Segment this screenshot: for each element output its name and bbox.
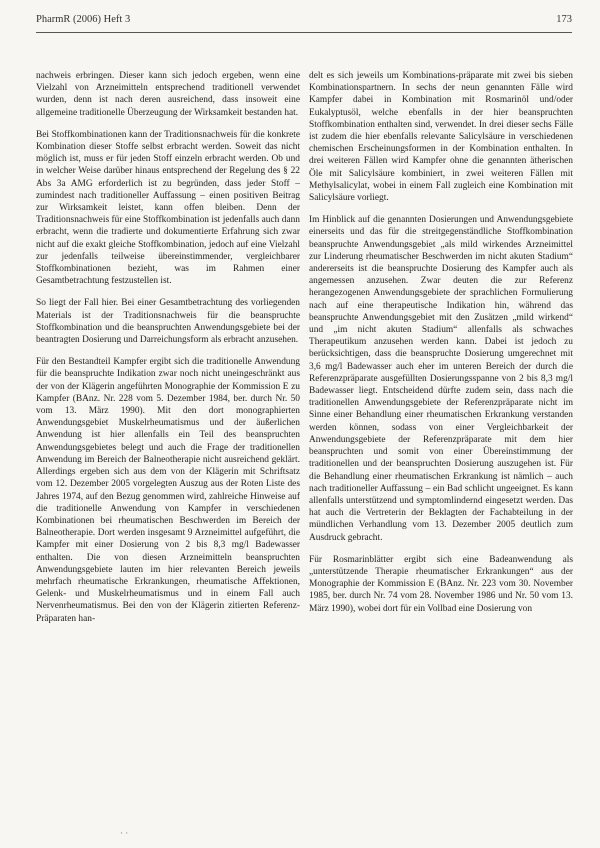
header-rule [36, 32, 572, 33]
journal-citation: PharmR (2006) Heft 3 [36, 14, 131, 25]
paragraph: So liegt der Fall hier. Bei einer Gesamtbetrachtung des vorliegenden Materials ist der Traditionsnachweis für die beanspruchte Stoffkombination und die beanspruchten Anwendungsgebiete bei der beantragten Dosierung und Darreichungsform als erbracht anzusehen. [36, 298, 300, 346]
paragraph: nachweis erbringen. Dieser kann sich jedoch ergeben, wenn eine Vielzahl von Arzneimitteln entsprechend traditionell verwendet wurden, denn ist nach deren ausreichend, dass insoweit eine allgemeine traditionelle Überzeugung der Wirksamkeit bestanden hat. [36, 71, 300, 118]
scan-mark: · · [120, 828, 129, 838]
paragraph: Für Rosmarinblätter ergibt sich eine Badeanwendung als „unterstützende Therapie rheumatischer Erkrankungen“ aus der Monographie der Kommission E (BAnz. Nr. 223 vom 30. November 1985, ber. durch Nr. 74 vom 28. November 1986 und Nr. 50 vom 13. März 1990), wobei dort für ein Vollbad eine Dosierung von [309, 554, 573, 614]
paragraph: Für den Bestandteil Kampfer ergibt sich die traditionelle Anwendung für die beanspruchte Indikation zwar noch nicht uneingeschränkt aus der von der Klägerin angeführten Monographie der Kommission E zu Kampfer (BAnz. Nr. 228 vom 5. Dezember 1984, ber. durch Nr. 50 vom 13. März 1990). Mit den dort monographierten Anwendungsgebiet Muskelrheumatismus und der äußerlichen Anwendung ist hier allenfalls ein Teil des beanspruchten Anwendungsgebietes belegt und auch die Frage der traditionellen Anwendung im Bereich der Balneotherapie nicht ausreichend geklärt. Allerdings ergeben sich aus dem von der Klägerin mit Schriftsatz vom 12. Dezember 2005 vorgelegten Auszug aus der Roten Liste des Jahres 1974, auf den Bezug genommen wird, zahlreiche Hinweise auf die traditionelle Anwendung von Kampfer in verschiedenen Kombinationen bei rheumatischen Beschwerden im Bereich der Balneotherapie. Dort werden insgesamt 9 Arzneimittel aufgeführt, die Kampfer mit einer Dosierung von 2 bis 8,3 mg/l Badewasser enthalten. Die von diesen Arzneimitteln beanspruchten Anwendungsgebiete lauten im hier relevanten Bereich jeweils mehrfach rheumatische Erkrankungen, rheumatische Affektionen, Gelenk- und Muskelrheumatismus und in einem Fall auch Nervenrheumatismus. Bei den von der Klägerin zitierten Referenz-Präparaten han- [36, 357, 300, 624]
running-header [36, 14, 572, 32]
paragraph: Im Hinblick auf die genannten Dosierungen und Anwendungsgebiete einerseits und das für die streitgegenständliche Stoffkombination beanspruchte Anwendungsgebiet „als mild wirkendes Arzneimittel zur Linderung rheumatischer Beschwerden im nicht akuten Stadium“ andererseits ist die beanspruchte Dosierung des Kampfer auch als angemessen anzusehen. Zwar deuten die zur Referenz herangezogenen Anwendungsgebiete der sprachlichen Formulierung nach auf eine therapeutische Indikation hin, während das beanspruchte Anwendungsgebiet mit den Zusätzen „mild wirkend“ und „im nicht akuten Stadium“ allenfalls als schwaches Therapeutikum anzusehen werden kann. Dabei ist jedoch zu berücksichtigen, dass die beanspruchte Dosierung umgerechnet mit 3,6 mg/l Badewasser auch eher im unteren Bereich der durch die Referenzpräparate ausgefüllten Dosierungsspanne von 2 bis 8,3 mg/l Badewasser liegt. Entscheidend dürfte zudem sein, dass nach die traditionellen Anwendungsgebiete der Referenzpräparate nicht im Sinne einer Behandlung einer rheumatischen Erkrankung verstanden werden können, sodass von einer Vergleichbarkeit der Anwendungsgebiete der Referenzpräparate mit dem hier beanspruchten und somit von einer Übereinstimmung der traditionellen und der beanspruchten Dosierung auszugehen ist. Für die Behandlung einer rheumatischen Erkrankung ist nämlich – auch nach traditioneller Auffassung – ein Bad schlicht ungeeignet. Es kann allenfalls unterstützend und symptomlindernd eingesetzt werden. Das hat auch die Vertreterin der Beklagten der Fachabteilung in der mündlichen Verhandlung vom 13. Dezember 2005 deutlich zum Ausdruck gebracht. [309, 215, 573, 543]
paragraph: delt es sich jeweils um Kombinations-präparate mit zwei bis sieben Kombinationspartnern. In sechs der neun genannten Fälle wird Kampfer dabei in Kombination mit Rosmarinöl und/oder Eukalyptusöl, welche ebenfalls in der hier beanspruchten Stoffkombination enthalten sind, verwendet. In drei dieser sechs Fälle ist zudem die hier ebenfalls relevante Salicylsäure in verschiedenen chemischen Erscheinungsformen in der Kombination enthalten. In drei weiteren Fällen wird Kampfer ohne die genannten ätherischen Öle mit Salicylsäure kombiniert, in zwei weiteren Fällen mit Methylsalicylat, wobei in einem Fall zugleich eine Kombination mit Salicylsäure vorliegt. [309, 71, 573, 204]
paragraph: Bei Stoffkombinationen kann der Traditionsnachweis für die konkrete Kombination dieser Stoffe selbst erbracht werden. Soweit das nicht möglich ist, muss er für jeden Stoff einzeln erbracht werden. Ob und in welcher Weise darüber hinaus entsprechend der Regelung des § 22 Abs 3a AMG erforderlich ist zu begründen, dass jeder Stoff – zumindest nach traditioneller Auffassung – einen positiven Beitrag zur Wirksamkeit leistet, kann offen bleiben. Denn der Traditionsnachweis für eine Stoffkombination ist jedenfalls auch dann erbracht, wenn die tradierte und dokumentierte Erfahrung sich zwar nicht auf die exakt gleiche Stoffkombination, jedoch auf eine Vielzahl zur jedenfalls teilweise übereinstimmender, vergleichbarer Stoffkombinationen bezieht, was im Rahmen einer Gesamtbetrachtung festzustellen ist. [36, 129, 300, 287]
left-column [36, 70, 300, 635]
page-number: 173 [556, 14, 572, 25]
right-column [309, 70, 573, 625]
